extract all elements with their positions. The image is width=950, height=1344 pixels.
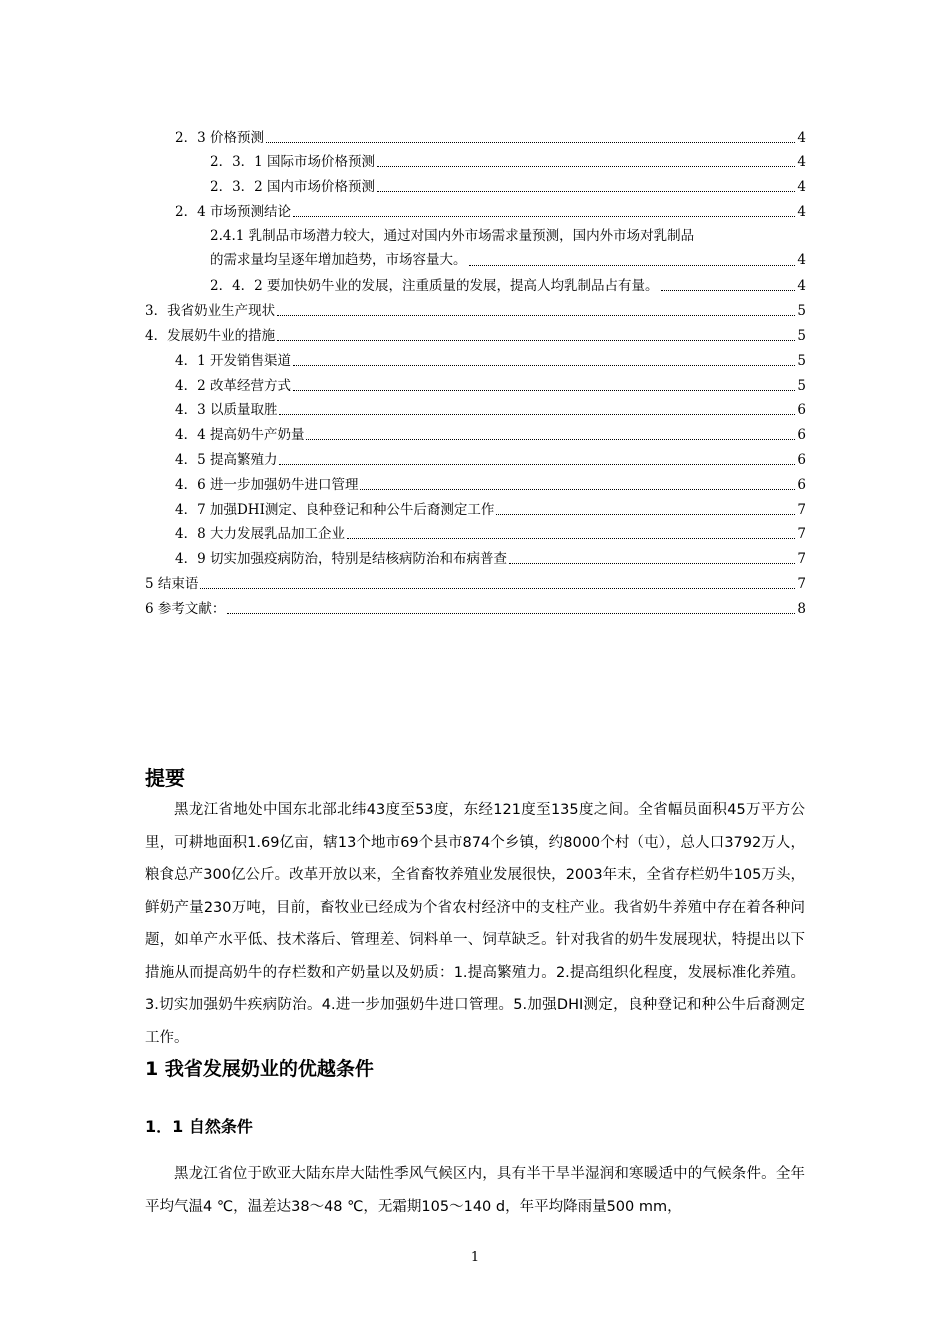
toc-entry-page: 6: [797, 427, 806, 443]
toc-entry-title: 6 参考文献：: [145, 601, 226, 617]
toc-entry-page: 6: [797, 402, 806, 418]
toc-entry[interactable]: [175, 128, 806, 148]
toc-entry[interactable]: [145, 326, 806, 346]
toc-leader: [377, 166, 795, 167]
toc-entry-page: 7: [797, 526, 806, 542]
toc-entry-page: 7: [797, 551, 806, 567]
toc-entry[interactable]: [210, 276, 806, 296]
toc-entry[interactable]: [210, 152, 806, 172]
toc-entry[interactable]: [175, 376, 806, 396]
toc-leader: [293, 365, 795, 366]
toc-entry[interactable]: [175, 400, 806, 420]
toc-leader: [360, 489, 795, 490]
toc-entry-title: 4．7 加强DHI测定、良种登记和种公牛后裔测定工作: [175, 502, 495, 518]
summary-paragraph: 黑龙江省地处中国东北部北纬43度至53度，东经121度至135度之间。全省幅员面积45万平方公里，可耕地面积1.69亿亩，辖13个地市69个县市874个乡镇，约8000个村（屯），总人口3792万人，粮食总产300亿公斤。改革开放以来，全省畜牧养殖业发展很快，2003年末，全省存栏奶牛105万头，鲜奶产量230万吨，目前，畜牧业已经成为个省农村经济中的支柱产业。我省奶牛养殖中存在着各种问题，如单产水平低、技术落后、管理差、饲料单一、饲草缺乏。针对我省的奶牛发展现状，特提出以下措施从而提高奶牛的存栏数和产奶量以及奶质：1.提高繁殖力。2.提高组织化程度，发展标准化养殖。3.切实加强奶牛疾病防治。4.进一步加强奶牛进口管理。5.加强DHI测定，良种登记和种公牛后裔测定工作。: [145, 802, 805, 1046]
toc-entry[interactable]: [210, 224, 806, 272]
toc-entry-page: 4: [797, 204, 806, 220]
toc-leader: [200, 588, 795, 589]
toc-entry-page: 7: [797, 576, 806, 592]
toc-entry-title: 4．5 提高繁殖力: [175, 452, 278, 468]
toc-leader: [293, 390, 795, 391]
toc-leader: [306, 439, 795, 440]
section-heading: 1 我省发展奶业的优越条件: [145, 1058, 374, 1080]
toc-entry-title: 2．3．2 国内市场价格预测: [210, 179, 376, 195]
toc-entry-page: 4: [797, 252, 806, 268]
toc-entry-page: 5: [797, 353, 806, 369]
toc-entry-title: 2．4 市场预测结论: [175, 204, 291, 220]
subsection-heading: 1．1 自然条件: [145, 1117, 253, 1136]
toc-entry-title: 4．2 改革经营方式: [175, 378, 291, 394]
toc-entry-title: 4．9 切实加强疫病防治，特别是结核病防治和布病普查: [175, 551, 507, 567]
toc-entry[interactable]: [175, 549, 806, 569]
toc-entry-page: 4: [797, 179, 806, 195]
toc-entry-page: 7: [797, 502, 806, 518]
section-paragraph: 黑龙江省位于欧亚大陆东岸大陆性季风气候区内，具有半干旱半湿润和寒暖适中的气候条件。全年平均气温4 ℃，温差达38～48 ℃，无霜期105～140 d，年平均降雨量500 mm，: [145, 1166, 805, 1215]
toc-entry[interactable]: [175, 500, 806, 520]
toc-leader: [661, 290, 796, 291]
toc-entry-page: 4: [797, 154, 806, 170]
toc-entry-page: 8: [797, 601, 806, 617]
toc-entry-title: 2．3．1 国际市场价格预测: [210, 154, 376, 170]
toc-entry-title: 5 结束语: [145, 576, 199, 592]
toc-entry-title: 4．4 提高奶牛产奶量: [175, 427, 305, 443]
toc-leader: [279, 414, 795, 415]
toc-leader: [377, 191, 795, 192]
toc-entry-page: 5: [797, 328, 806, 344]
toc-entry[interactable]: [175, 524, 806, 544]
toc-entry-title-line1: 2.4.1 乳制品市场潜力较大，通过对国内外市场需求量预测，国内外市场对乳制品: [210, 228, 695, 244]
toc-leader: [496, 514, 795, 515]
toc-leader: [227, 613, 795, 614]
toc-leader: [279, 464, 795, 465]
toc-entry[interactable]: [210, 177, 806, 197]
toc-entry-title: 2．4．2 要加快奶牛业的发展，注重质量的发展，提高人均乳制品占有量。: [210, 278, 659, 294]
toc-entry-page: 5: [797, 378, 806, 394]
toc-entry-title: 4．3 以质量取胜: [175, 402, 278, 418]
toc-entry-title: 2．3 价格预测: [175, 130, 264, 146]
toc-leader: [347, 538, 795, 539]
toc-entry[interactable]: [175, 351, 806, 371]
toc-entry-title: 4．1 开发销售渠道: [175, 353, 291, 369]
toc-entry[interactable]: [175, 450, 806, 470]
toc-leader: [266, 142, 795, 143]
toc-leader: [277, 340, 795, 341]
toc-entry-title: 4．发展奶牛业的措施: [145, 328, 276, 344]
toc-entry-page: 5: [797, 303, 806, 319]
toc-entry[interactable]: [145, 574, 806, 594]
toc-entry-title-line2: 的需求量均呈逐年增加趋势，市场容量大。: [210, 252, 467, 268]
toc-leader: [293, 216, 795, 217]
toc-entry-page: 6: [797, 452, 806, 468]
toc-entry[interactable]: [175, 202, 806, 222]
toc-entry-title: 4．6 进一步加强奶牛进口管理: [175, 477, 359, 493]
toc-entry[interactable]: [175, 425, 806, 445]
toc-entry[interactable]: [175, 475, 806, 495]
summary-heading: 提要: [145, 766, 185, 790]
toc-leader: [469, 265, 796, 266]
toc-leader: [277, 315, 795, 316]
toc-entry-page: 6: [797, 477, 806, 493]
toc-entry[interactable]: [145, 301, 806, 321]
page-number: 1: [470, 1250, 480, 1265]
toc-entry-page: 4: [797, 278, 806, 294]
toc-entry-title: 4．8 大力发展乳品加工企业: [175, 526, 345, 542]
toc-leader: [509, 563, 795, 564]
toc-entry-page: 4: [797, 130, 806, 146]
toc-entry-title: 3．我省奶业生产现状: [145, 303, 276, 319]
toc-entry[interactable]: [145, 599, 806, 619]
